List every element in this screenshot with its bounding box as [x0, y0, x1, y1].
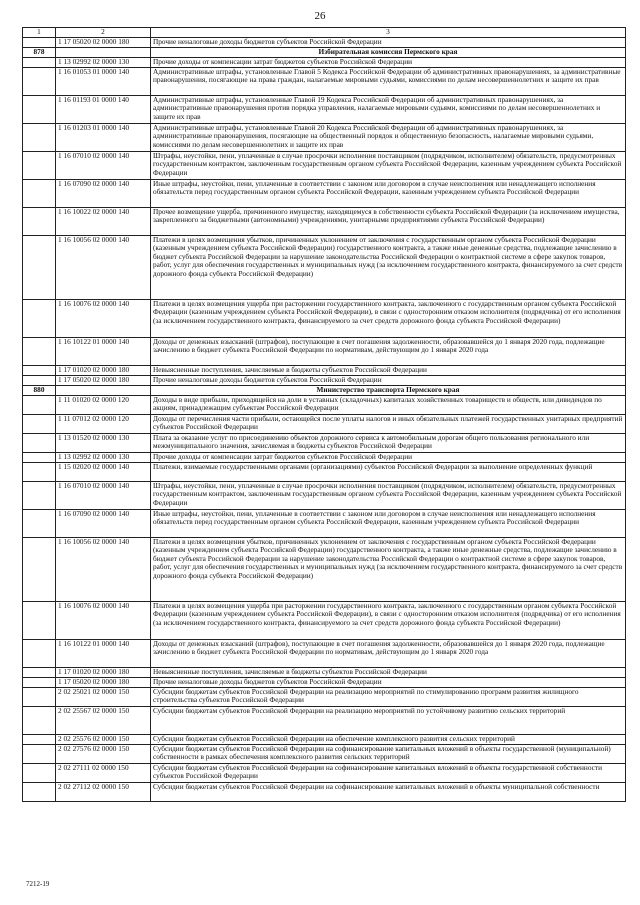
revenue-code-cell: 2 02 25567 02 0000 150 — [56, 706, 151, 734]
admin-code-cell — [23, 207, 56, 235]
admin-code-cell — [23, 57, 56, 67]
table-row — [23, 687, 626, 706]
admin-code-cell — [23, 337, 56, 365]
table-row — [23, 414, 626, 433]
table-row — [23, 57, 626, 67]
admin-code-cell — [23, 123, 56, 151]
revenue-name-cell: Субсидии бюджетам субъектов Российской Федерации на софинансирование капитальных вложений в объекты муниципальной собственности — [151, 782, 626, 801]
admin-code-cell — [23, 365, 56, 375]
revenue-code-cell: 1 13 02992 02 0000 130 — [56, 57, 151, 67]
revenue-name-cell: Платежи в целях возмещения ущерба при расторжении государственного контракта, заключенного с государственным органом субъекта Российской Федерации (казенным учреждением субъекта Российской Федерации), в связи с односторонним отказом исполнителя (подрядчика) от его исполнения (за исключением государственного контракта, финансируемого за счет средств дорожного фонда субъекта Российской Федерации) — [151, 601, 626, 639]
table-row — [23, 95, 626, 123]
revenue-codes-table — [22, 27, 626, 802]
revenue-name-cell: Иные штрафы, неустойки, пени, уплаченные в соответствии с законом или договором в случае неисполнения или ненадлежащего исполнения обязательств перед государственным органом субъекта Российской Федерации, казенным учреждением субъекта Российской Федерации — [151, 179, 626, 207]
revenue-name-cell: Плата за оказание услуг по присоединению объектов дорожного сервиса к автомобильным дорогам общего пользования регионального или межмуниципального значения, зачисляемая в бюджеты субъектов Российской Федерации — [151, 433, 626, 452]
revenue-code-cell: 1 16 10056 02 0000 140 — [56, 537, 151, 601]
admin-code-cell — [23, 734, 56, 744]
revenue-name-cell: Административные штрафы, установленные Главой 19 Кодекса Российской Федерации об административных правонарушениях, за административные правонарушения против порядка управления, налагаемые мировыми судьями, комиссиями по делам несовершеннолетних и защите их прав — [151, 95, 626, 123]
table-row — [23, 67, 626, 95]
table-row — [23, 639, 626, 667]
header-col-2: 2 — [56, 28, 151, 38]
revenue-code-cell: 1 16 07010 02 0000 140 — [56, 151, 151, 179]
revenue-name-cell: Административные штрафы, установленные Главой 20 Кодекса Российской Федерации об административных правонарушениях, за административные правонарушения, посягающие на общественный порядок и общественную безопасность, налагаемые мировыми судьями, комиссиями по делам несовершеннолетних и защите их прав — [151, 123, 626, 151]
revenue-code-cell: 1 16 10122 01 0000 140 — [56, 337, 151, 365]
revenue-name-cell: Невыясненные поступления, зачисляемые в бюджеты субъектов Российской Федерации — [151, 365, 626, 375]
revenue-code-cell: 1 15 02020 02 0000 140 — [56, 462, 151, 481]
table-row — [23, 744, 626, 763]
revenue-code-cell: 1 16 10056 02 0000 140 — [56, 235, 151, 299]
revenue-code-cell: 1 16 07090 02 0000 140 — [56, 179, 151, 207]
revenue-code-cell: 2 02 25021 02 0000 150 — [56, 687, 151, 706]
revenue-code-cell: 2 02 27112 02 0000 150 — [56, 782, 151, 801]
revenue-name-cell: Министерство транспорта Пермского края — [151, 385, 626, 395]
admin-code-cell — [23, 639, 56, 667]
table-row — [23, 734, 626, 744]
admin-code-cell — [23, 481, 56, 509]
revenue-code-cell: 1 16 07010 02 0000 140 — [56, 481, 151, 509]
revenue-name-cell: Невыясненные поступления, зачисляемые в бюджеты субъектов Российской Федерации — [151, 667, 626, 677]
revenue-code-cell: 1 17 01020 02 0000 180 — [56, 667, 151, 677]
revenue-name-cell: Штрафы, неустойки, пени, уплаченные в случае просрочки исполнения поставщиком (подрядчиком, исполнителем) обязательств, предусмотренных государственным контрактом, заключенным государственным органом субъекта Российской Федерации, казенным учреждением субъекта Российской Федерации — [151, 151, 626, 179]
revenue-name-cell: Штрафы, неустойки, пени, уплаченные в случае просрочки исполнения поставщиком (подрядчиком, исполнителем) обязательств, предусмотренных государственным контрактом, заключенным государственным органом субъекта Российской Федерации, казенным учреждением субъекта Российской Федерации — [151, 481, 626, 509]
header-col-3: 3 — [151, 28, 626, 38]
admin-code-cell — [23, 67, 56, 95]
table-row — [23, 179, 626, 207]
revenue-name-cell: Прочее возмещение ущерба, причиненного имуществу, находящемуся в собственности субъекта Российской Федерации (за исключением имущества, закрепленного за бюджетными (автономными) учреждениями, унитарными предприятиями субъекта Российской Федерации) — [151, 207, 626, 235]
table-row — [23, 337, 626, 365]
table-row — [23, 365, 626, 375]
revenue-code-cell: 1 11 07012 02 0000 120 — [56, 414, 151, 433]
page-number: 26 — [314, 10, 326, 22]
admin-code-cell — [23, 706, 56, 734]
revenue-name-cell: Платежи в целях возмещения ущерба при расторжении государственного контракта, заключенного с государственным органом субъекта Российской Федерации (казенным учреждением субъекта Российской Федерации), в связи с односторонним отказом исполнителя (подрядчика) от его исполнения (за исключением государственного контракта, финансируемого за счет средств дорожного фонда субъекта Российской Федерации) — [151, 299, 626, 337]
table-row — [23, 667, 626, 677]
table-row — [23, 235, 626, 299]
revenue-code-cell: 1 11 01020 02 0000 120 — [56, 395, 151, 414]
revenue-name-cell: Субсидии бюджетам субъектов Российской Федерации на реализацию мероприятий по стимулированию программ развития жилищного строительства субъектов Российской Федерации — [151, 687, 626, 706]
admin-code-cell — [23, 37, 56, 47]
revenue-name-cell: Субсидии бюджетам субъектов Российской Федерации на реализацию мероприятий по устойчивому развитию сельских территорий — [151, 706, 626, 734]
revenue-name-cell: Доходы от денежных взысканий (штрафов), поступающие в счет погашения задолженности, образовавшейся до 1 января 2020 года, подлежащие зачислению в бюджет субъекта Российской Федерации по нормативам, действующим до 1 января 2020 года — [151, 639, 626, 667]
admin-code-cell — [23, 782, 56, 801]
admin-code-cell — [23, 95, 56, 123]
revenue-code-cell — [56, 385, 151, 395]
admin-code-cell — [23, 235, 56, 299]
revenue-name-cell: Прочие неналоговые доходы бюджетов субъектов Российской Федерации — [151, 677, 626, 687]
revenue-name-cell: Платежи в целях возмещения убытков, причиненных уклонением от заключения с государственным органом субъекта Российской Федерации (казенным учреждением субъекта Российской Федерации) государственного контракта, а также иные денежные средства, подлежащие зачислению в бюджет субъекта Российской Федерации за нарушение законодательства Российской Федерации о контрактной системе в сфере закупок товаров, работ, услуг для обеспечения государственных и муниципальных нужд (за исключением государственного контракта, финансируемого за счет средств дорожного фонда субъекта Российской Федерации) — [151, 537, 626, 601]
table-row — [23, 37, 626, 47]
revenue-code-cell: 1 16 10076 02 0000 140 — [56, 601, 151, 639]
admin-code-cell — [23, 687, 56, 706]
document-id: 7212-19 — [26, 880, 50, 888]
revenue-name-cell: Прочие доходы от компенсации затрат бюджетов субъектов Российской Федерации — [151, 57, 626, 67]
revenue-code-cell: 1 17 01020 02 0000 180 — [56, 365, 151, 375]
table-row — [23, 452, 626, 462]
revenue-name-cell: Прочие неналоговые доходы бюджетов субъектов Российской Федерации — [151, 37, 626, 47]
admin-code-cell — [23, 375, 56, 385]
section-row — [23, 47, 626, 57]
revenue-code-cell: 2 02 27576 02 0000 150 — [56, 744, 151, 763]
revenue-code-cell: 2 02 25576 02 0000 150 — [56, 734, 151, 744]
table-row — [23, 151, 626, 179]
revenue-name-cell: Иные штрафы, неустойки, пени, уплаченные в соответствии с законом или договором в случае неисполнения или ненадлежащего исполнения обязательств перед государственным органом субъекта Российской Федерации, казенным учреждением субъекта Российской Федерации — [151, 509, 626, 537]
revenue-name-cell: Избирательная комиссия Пермского края — [151, 47, 626, 57]
revenue-code-cell: 1 16 01193 01 0000 140 — [56, 95, 151, 123]
revenue-name-cell: Субсидии бюджетам субъектов Российской Федерации на софинансирование капитальных вложений в объекты государственной (муниципальной) собственности в рамках обеспечения комплексного развития сельских территорий — [151, 744, 626, 763]
revenue-code-cell: 1 16 10076 02 0000 140 — [56, 299, 151, 337]
table-row — [23, 763, 626, 782]
revenue-name-cell: Субсидии бюджетам субъектов Российской Федерации на софинансирование капитальных вложений в объекты государственной собственности субъектов Российской Федерации — [151, 763, 626, 782]
table-row — [23, 677, 626, 687]
revenue-name-cell: Прочие доходы от компенсации затрат бюджетов субъектов Российской Федерации — [151, 452, 626, 462]
revenue-name-cell: Административные штрафы, установленные Главой 5 Кодекса Российской Федерации об административных правонарушениях, за административные правонарушения, посягающие на права граждан, налагаемые мировыми судьями, комиссиями по делам несовершеннолетних и защите их прав — [151, 67, 626, 95]
table-row — [23, 462, 626, 481]
revenue-name-cell: Доходы от денежных взысканий (штрафов), поступающие в счет погашения задолженности, образовавшейся до 1 января 2020 года, подлежащие зачислению в бюджет субъекта Российской Федерации по нормативам, действующим до 1 января 2020 года — [151, 337, 626, 365]
revenue-name-cell: Доходы от перечисления части прибыли, остающейся после уплаты налогов и иных обязательных платежей государственных унитарных предприятий субъектов Российской Федерации — [151, 414, 626, 433]
revenue-code-cell: 2 02 27111 02 0000 150 — [56, 763, 151, 782]
revenue-code-cell: 1 17 05020 02 0000 180 — [56, 677, 151, 687]
admin-code-cell — [23, 299, 56, 337]
revenue-code-cell: 1 16 07090 02 0000 140 — [56, 509, 151, 537]
revenue-code-cell: 1 13 01520 02 0000 130 — [56, 433, 151, 452]
revenue-code-cell: 1 17 05020 02 0000 180 — [56, 375, 151, 385]
revenue-code-cell: 1 16 01203 01 0000 140 — [56, 123, 151, 151]
admin-code-cell — [23, 601, 56, 639]
admin-code-cell — [23, 537, 56, 601]
admin-code-cell — [23, 744, 56, 763]
admin-code-cell — [23, 763, 56, 782]
revenue-name-cell: Прочие неналоговые доходы бюджетов субъектов Российской Федерации — [151, 375, 626, 385]
table-row — [23, 537, 626, 601]
admin-code-cell: 880 — [23, 385, 56, 395]
admin-code-cell: 878 — [23, 47, 56, 57]
revenue-code-cell: 1 16 10022 02 0000 140 — [56, 207, 151, 235]
admin-code-cell — [23, 151, 56, 179]
table-row — [23, 395, 626, 414]
revenue-code-cell: 1 16 01053 01 0000 140 — [56, 67, 151, 95]
table-row — [23, 433, 626, 452]
admin-code-cell — [23, 509, 56, 537]
table-header-row — [23, 28, 626, 38]
admin-code-cell — [23, 677, 56, 687]
revenue-code-cell — [56, 47, 151, 57]
admin-code-cell — [23, 452, 56, 462]
revenue-code-cell: 1 17 05020 02 0000 180 — [56, 37, 151, 47]
section-row — [23, 385, 626, 395]
table-row — [23, 207, 626, 235]
admin-code-cell — [23, 667, 56, 677]
revenue-name-cell: Доходы в виде прибыли, приходящейся на доли в уставных (складочных) капиталах хозяйственных товариществ и обществ, или дивидендов по акциям, принадлежащим субъектам Российской Федерации — [151, 395, 626, 414]
admin-code-cell — [23, 414, 56, 433]
revenue-name-cell: Платежи, взимаемые государственными органами (организациями) субъектов Российской Федерации за выполнение определенных функций — [151, 462, 626, 481]
admin-code-cell — [23, 179, 56, 207]
admin-code-cell — [23, 462, 56, 481]
revenue-code-cell: 1 16 10122 01 0000 140 — [56, 639, 151, 667]
table-row — [23, 601, 626, 639]
table-row — [23, 375, 626, 385]
table-row — [23, 509, 626, 537]
table-row — [23, 706, 626, 734]
table-row — [23, 123, 626, 151]
admin-code-cell — [23, 433, 56, 452]
table-row — [23, 481, 626, 509]
table-row — [23, 782, 626, 801]
revenue-code-cell: 1 13 02992 02 0000 130 — [56, 452, 151, 462]
revenue-name-cell: Субсидии бюджетам субъектов Российской Федерации на обеспечение комплексного развития сельских территорий — [151, 734, 626, 744]
revenue-name-cell: Платежи в целях возмещения убытков, причиненных уклонением от заключения с государственным органом субъекта Российской Федерации (казенным учреждением субъекта Российской Федерации) государственного контракта, а также иные денежные средства, подлежащие зачислению в бюджет субъекта Российской Федерации за нарушение законодательства Российской Федерации о контрактной системе в сфере закупок товаров, работ, услуг для обеспечения государственных и муниципальных нужд (за исключением государственного контракта, финансируемого за счет средств дорожного фонда субъекта Российской Федерации) — [151, 235, 626, 299]
admin-code-cell — [23, 395, 56, 414]
table-row — [23, 299, 626, 337]
header-col-1: 1 — [23, 28, 56, 38]
